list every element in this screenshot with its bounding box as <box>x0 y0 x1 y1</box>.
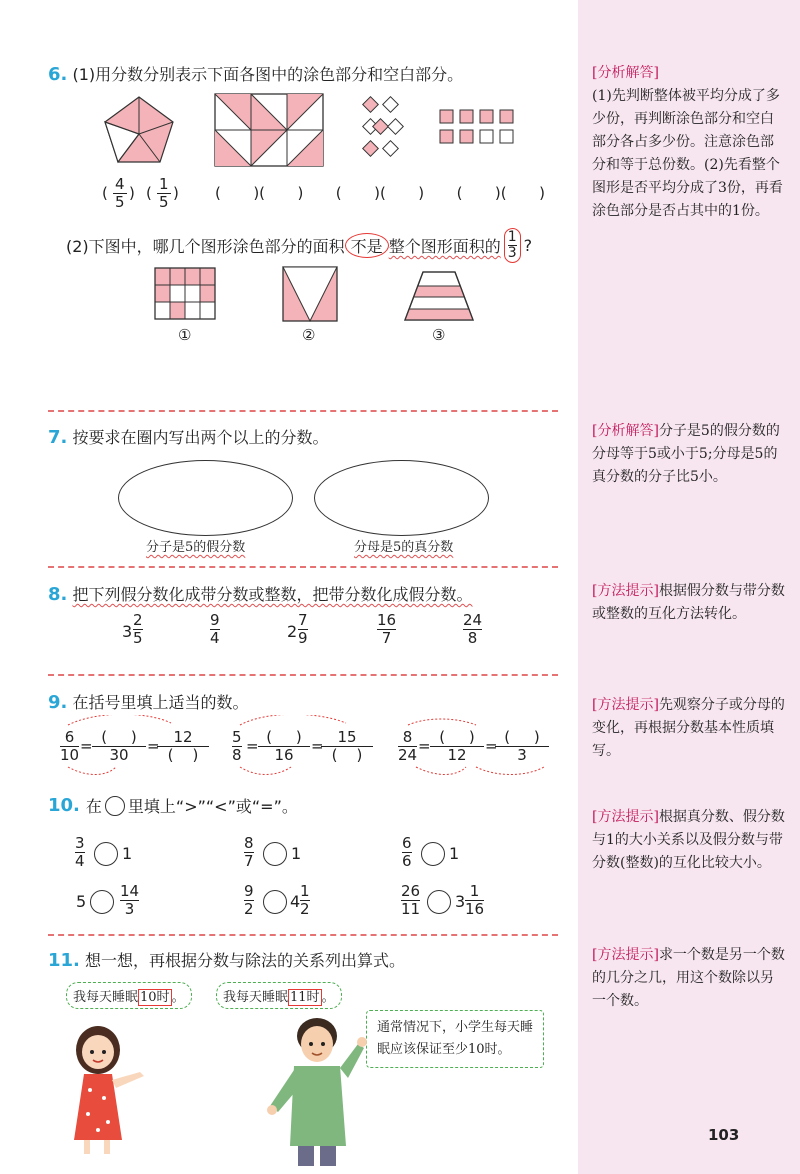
q8-whole-1: 3 <box>122 622 133 641</box>
answer-fraction-1: 4 5 <box>115 175 125 211</box>
shape-label-2: ② <box>302 326 316 344</box>
paren-close: ) <box>129 184 135 202</box>
q6-part2-mid: 整个图形面积的 <box>388 237 501 256</box>
shape-3-trapezoid <box>405 272 473 320</box>
boy-speech-bubble: 我每天睡眠 11时 。 <box>216 982 342 1009</box>
q9-g1-frac1: 6 10 <box>60 728 80 764</box>
sidebar-tip-1: [分析解答] (1)先判断整体被平均分成了多少份，再判断涂色部分和空白部分各占多少份。注意涂色部分和等于总份数。(2)先看整个图形是否平均分成了3份，再看涂色部分是否占其中的1份。 <box>592 65 783 219</box>
diamonds-figure <box>363 97 404 157</box>
q6-part2-line <box>66 228 532 263</box>
divider <box>48 410 558 412</box>
shape-2-square <box>283 267 337 321</box>
q9-g2-frac3[interactable]: 15 ( ) <box>321 729 373 764</box>
ellipse-proper-fractions[interactable] <box>314 460 489 536</box>
q6-heading <box>48 62 463 85</box>
sidebar-tip-5: [方法提示]根据真分数、假分数与1的大小关系以及假分数与带分数(整数)的互化比较大小。 <box>592 809 785 871</box>
q10-item5-right-whole: 4 <box>290 892 301 911</box>
girl-speech-bubble: 我每天睡眠 10时 。 <box>66 982 192 1009</box>
sidebar-tip-6: [方法提示]求一个数是另一个数的几分之几，用这个数除以另一个数。 <box>592 947 785 1009</box>
q8-item-5: 24 8 <box>463 611 483 647</box>
q10-item6-left: 26 11 <box>401 882 421 918</box>
q10-item4-right: 14 3 <box>120 882 140 918</box>
q10-item3-right: 1 <box>449 844 460 863</box>
sidebar-tip-2: [分析解答]分子是5的假分数的分母等于5或小于5;分母是5的真分数的分子比5小。 <box>592 423 780 485</box>
q10-item2-right: 1 <box>291 844 302 863</box>
answer-fraction-2: 1 5 <box>159 175 169 211</box>
q8-item-4: 16 7 <box>377 611 397 647</box>
compare-circle[interactable] <box>90 890 114 914</box>
q8-item-3: 7 9 <box>298 611 308 647</box>
teacher-note: 通常情况下，小学生每天睡 眠应该保证至少10时。 <box>366 1010 544 1068</box>
blank-answer-parens[interactable]: ( )( ) ( )( ) ( )( ) <box>215 184 545 202</box>
q8-item-1: 2 5 <box>133 611 143 647</box>
sidebar-tip-3: [方法提示]根据假分数与带分数或整数的互化方法转化。 <box>592 583 785 622</box>
q7-heading <box>48 425 328 448</box>
ellipse-improper-fractions[interactable] <box>118 460 293 536</box>
q8-text: 把下列假分数化成带分数或整数，把带分数化成假分数。 <box>72 585 473 604</box>
q6-number: 6. <box>48 64 68 85</box>
divider <box>48 674 558 676</box>
q10-item5-left: 9 2 <box>244 882 254 918</box>
pentagon-figure <box>105 97 173 162</box>
q7-text: 按要求在圈内写出两个以上的分数。 <box>72 428 329 447</box>
q11-number: 11. <box>48 950 80 971</box>
q10-item4-left: 5 <box>76 892 87 911</box>
q6-part2-fraction: 1 3 <box>504 228 521 263</box>
equals-sign: = <box>418 737 431 755</box>
boy-illustration <box>262 1006 372 1171</box>
q10-text: 在 <box>85 797 102 816</box>
q8-whole-3: 2 <box>287 622 298 641</box>
sidebar-tip-4: [方法提示]先观察分子或分母的变化，再根据分数基本性质填写。 <box>592 697 785 759</box>
q6-part2-figures <box>150 262 480 324</box>
q10-item5-right: 1 2 <box>300 882 310 918</box>
q8-heading <box>48 582 472 605</box>
q9-heading <box>48 690 248 713</box>
q10-item1-left: 3 4 <box>75 834 85 870</box>
ellipse-left-label: 分子是5的假分数 <box>146 540 246 555</box>
paren-open: ( <box>146 184 152 202</box>
circle-symbol-icon <box>105 796 125 816</box>
divider <box>48 934 558 936</box>
equals-sign: = <box>311 737 324 755</box>
shape-label-3: ③ <box>432 326 446 344</box>
compare-circle[interactable] <box>94 842 118 866</box>
q8-number: 8. <box>48 584 68 605</box>
compare-circle[interactable] <box>421 842 445 866</box>
q10-item1-right: 1 <box>122 844 133 863</box>
q6-figures <box>100 92 540 172</box>
equals-sign: = <box>80 737 93 755</box>
q10-number: 10. <box>48 795 80 816</box>
squares-figure <box>440 110 513 143</box>
shape-1-grid <box>155 268 215 319</box>
girl-illustration <box>60 1010 160 1160</box>
page-number: 103 <box>708 1126 740 1144</box>
equals-sign: = <box>246 737 259 755</box>
q9-g2-frac2[interactable]: ( ) 16 <box>258 729 310 764</box>
ellipse-right-label: 分母是5的真分数 <box>354 540 454 555</box>
compare-circle[interactable] <box>263 842 287 866</box>
compare-circle[interactable] <box>427 890 451 914</box>
q10-item2-left: 8 7 <box>244 834 254 870</box>
q6-part1-text: (1)用分数分别表示下面各图中的涂色部分和空白部分。 <box>72 65 464 84</box>
q9-g1-frac2[interactable]: ( ) 30 <box>92 729 146 764</box>
grid-triangles-figure <box>215 94 323 166</box>
q11-text: 想一想，再根据分数与除法的关系列出算式。 <box>84 951 405 970</box>
equals-sign: = <box>147 737 160 755</box>
q10-item3-left: 6 6 <box>402 834 412 870</box>
paren-close: ) <box>173 184 179 202</box>
q6-part2-key: 不是 <box>345 233 389 258</box>
equals-sign: = <box>485 737 498 755</box>
q6-part2-end: ? <box>523 236 533 255</box>
q9-g3-frac2[interactable]: ( ) 12 <box>430 729 484 764</box>
q8-item-2: 9 4 <box>210 611 220 647</box>
shape-label-1: ① <box>178 326 192 344</box>
compare-circle[interactable] <box>263 890 287 914</box>
q10-heading <box>48 794 298 817</box>
q10-item6-right: 1 16 <box>465 882 485 918</box>
q10-item6-right-whole: 3 <box>455 892 466 911</box>
q11-heading <box>48 948 405 971</box>
q6-part2-pre: (2)下图中，哪几个图形涂色部分的面积 <box>66 237 345 256</box>
q7-number: 7. <box>48 427 68 448</box>
q9-number: 9. <box>48 692 68 713</box>
q9-g3-frac3[interactable]: ( ) 3 <box>495 729 549 764</box>
q9-text: 在括号里填上适当的数。 <box>72 693 249 712</box>
q9-g1-frac3[interactable]: 12 ( ) <box>157 729 209 764</box>
q9-g3-frac1: 8 24 <box>398 728 418 764</box>
q9-g2-frac1: 5 8 <box>232 728 242 764</box>
divider <box>48 566 558 568</box>
paren-open: ( <box>102 184 108 202</box>
q10-text2: 里填上“>”“<”或“=”。 <box>127 797 298 816</box>
